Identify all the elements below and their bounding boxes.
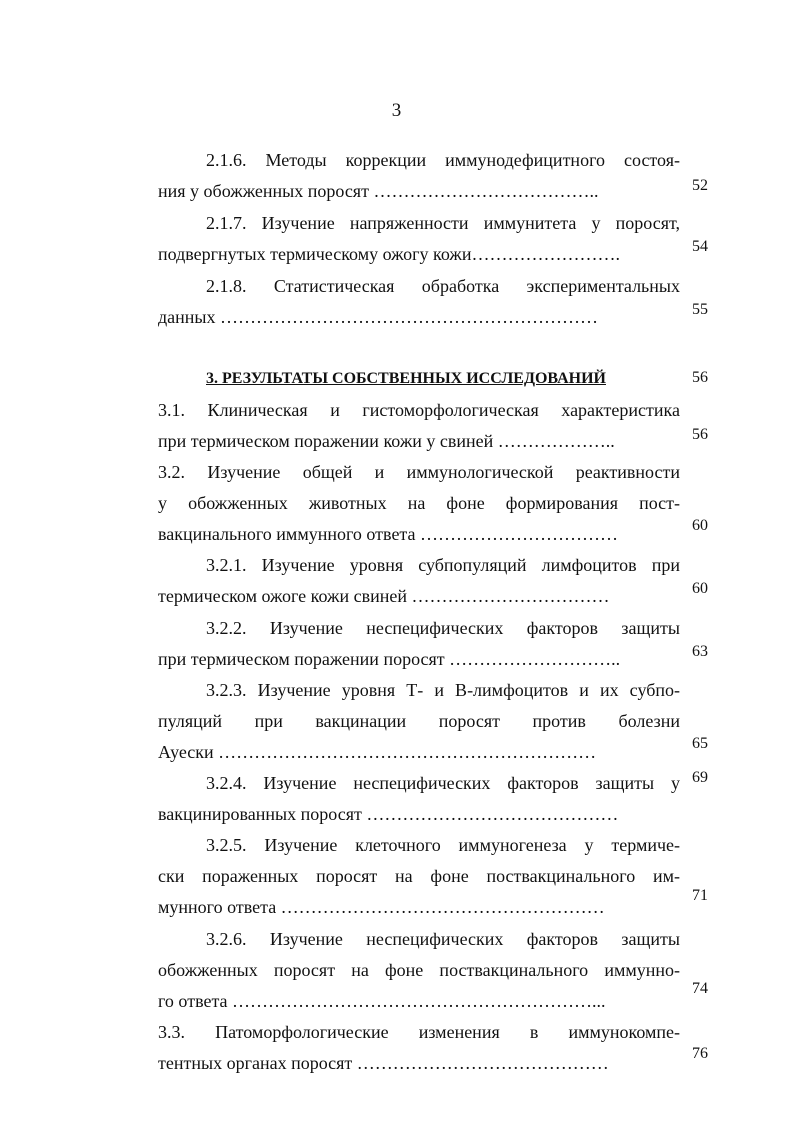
toc-line: 2.1.8. Статистическая обработка экспериментальных bbox=[206, 276, 680, 296]
toc-page-ref: 74 bbox=[692, 980, 708, 997]
toc-line: мунного ответа ……………………………………………… bbox=[158, 897, 605, 917]
toc-page-ref: 56 bbox=[692, 369, 708, 386]
toc-line: ния у обожженных поросят ……………………………….. bbox=[158, 181, 599, 201]
toc-page-ref: 76 bbox=[692, 1045, 708, 1062]
toc-page-ref: 60 bbox=[692, 580, 708, 597]
toc-line: 2.1.7. Изучение напряженности иммунитета у поросят, bbox=[206, 213, 680, 233]
toc-line: 3.2.5. Изучение клеточного иммуногенеза у термиче- bbox=[206, 835, 680, 855]
toc-line: 3.3. Патоморфологические изменения в иммунокомпе- bbox=[158, 1022, 680, 1042]
toc-line: при термическом поражении поросят ……………………….. bbox=[158, 649, 621, 669]
toc-line: данных ……………………………………………………… bbox=[158, 307, 599, 327]
toc-line: вакцинированных поросят …………………………………… bbox=[158, 804, 619, 824]
toc-page-ref: 69 bbox=[692, 769, 708, 786]
toc-line: тентных органах поросят …………………………………… bbox=[158, 1053, 609, 1073]
toc-page-ref: 65 bbox=[692, 735, 708, 752]
toc-line: ски пораженных поросят на фоне поствакцинального им- bbox=[158, 866, 680, 886]
toc-line: 3.2.4. Изучение неспецифических факторов защиты у bbox=[206, 773, 680, 793]
chapter-heading: 3. РЕЗУЛЬТАТЫ СОБСТВЕННЫХ ИССЛЕДОВАНИЙ bbox=[206, 370, 606, 387]
toc-line: Ауески ……………………………………………………… bbox=[158, 742, 597, 762]
toc-line: обожженных поросят на фоне поствакцинального иммунно- bbox=[158, 960, 680, 980]
toc-line: 3.2. Изучение общей и иммунологической реактивности bbox=[158, 462, 680, 482]
toc-line: подвергнутых термическому ожогу кожи……………………. bbox=[158, 244, 620, 264]
toc-page-ref: 55 bbox=[692, 301, 708, 318]
toc-line: 3.2.3. Изучение уровня Т- и В-лимфоцитов и их субпо- bbox=[206, 680, 680, 700]
toc-line: 3.2.6. Изучение неспецифических факторов защиты bbox=[206, 929, 680, 949]
page-number: 3 bbox=[391, 100, 402, 121]
toc-page-ref: 71 bbox=[692, 887, 708, 904]
toc-page-ref: 56 bbox=[692, 426, 708, 443]
toc-page-ref: 54 bbox=[692, 238, 708, 255]
toc-line: 3.1. Клиническая и гистоморфологическая характеристика bbox=[158, 400, 680, 420]
toc-line: у обожженных животных на фоне формирования пост- bbox=[158, 493, 680, 513]
toc-page-ref: 60 bbox=[692, 517, 708, 534]
toc-line: 3.2.1. Изучение уровня субпопуляций лимфоцитов при bbox=[206, 555, 680, 575]
toc-page-ref: 63 bbox=[692, 643, 708, 660]
toc-page-ref: 52 bbox=[692, 177, 708, 194]
toc-line: при термическом поражении кожи у свиней ……………….. bbox=[158, 431, 615, 451]
toc-line: пуляций при вакцинации поросят против болезни bbox=[158, 711, 680, 731]
toc-line: 2.1.6. Методы коррекции иммунодефицитного состоя- bbox=[206, 150, 680, 170]
toc-line: 3.2.2. Изучение неспецифических факторов защиты bbox=[206, 618, 680, 638]
toc-line: термическом ожоге кожи свиней …………………………… bbox=[158, 586, 610, 606]
toc-line: вакцинального иммунного ответа …………………………… bbox=[158, 524, 619, 544]
toc-line: го ответа ……………………………………………………... bbox=[158, 991, 606, 1011]
